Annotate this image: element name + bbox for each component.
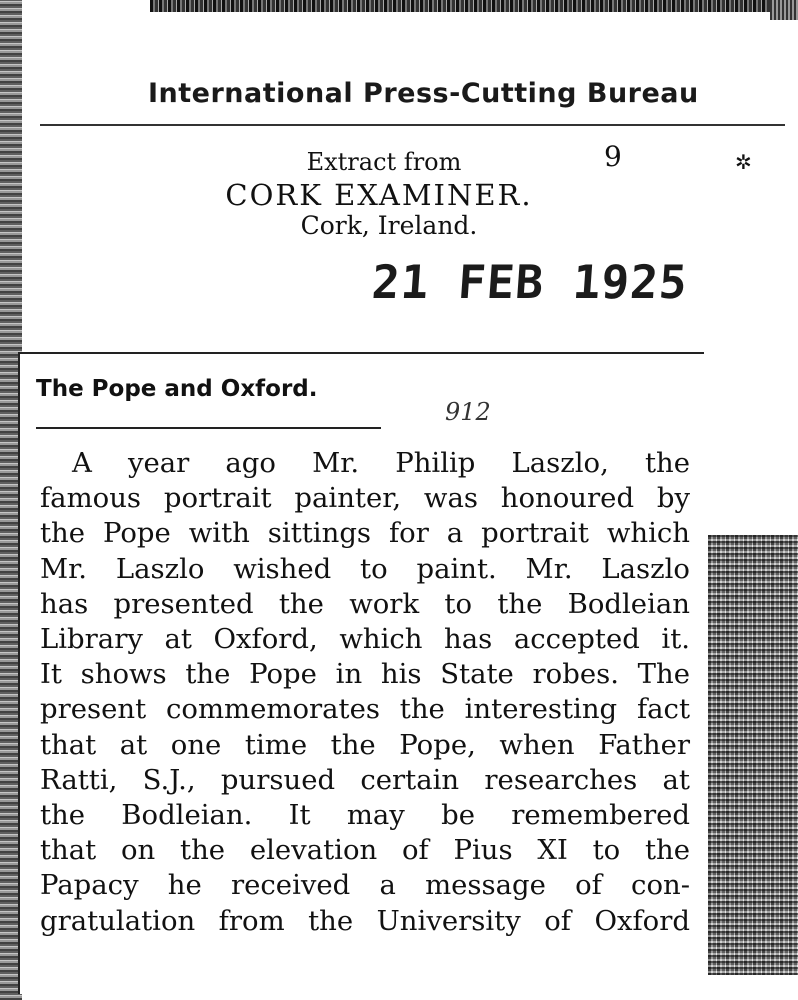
article-line: that at one time the Pope, when Father [40, 728, 690, 761]
article-clipping [18, 352, 704, 994]
article-line: A year ago Mr. Philip Laszlo, the [72, 447, 690, 479]
article-line: Papacy he received a message of con- [40, 869, 690, 902]
article-line: gratulation from the University of Oxford [40, 904, 690, 937]
date-stamp: 21 FEB 1925 [370, 255, 690, 309]
headline-rule [36, 427, 381, 429]
adjacent-clipping-fragment [708, 535, 798, 975]
article-line: present commemorates the interesting fact [40, 693, 690, 726]
margin-number-mark: 9 [604, 140, 622, 173]
article-line: It shows the Pope in his State robes. The [40, 658, 690, 691]
article-line: Library at Oxford, which has accepted it. [40, 623, 690, 656]
newspaper-name: CORK EXAMINER. [225, 178, 533, 212]
article-line: Ratti, S.J., pursued certain researches at [40, 763, 690, 796]
scan-edge-right-top [770, 0, 798, 20]
article-line: Mr. Laszlo wished to paint. Mr. Laszlo [40, 552, 690, 585]
article-line: that on the elevation of Pius XI to the [40, 834, 690, 867]
article-line: famous portrait painter, was honoured by [40, 482, 690, 515]
article-body [40, 446, 690, 939]
ink-blot-icon: ✲ [735, 150, 752, 174]
article-line: the Pope with sittings for a portrait which [40, 517, 690, 550]
article-line: the Bodleian. It may be remembered [40, 799, 690, 832]
article-line: has presented the work to the Bodleian [40, 587, 690, 620]
header-rule [40, 124, 785, 126]
extract-from-label: Extract from [306, 148, 462, 176]
bureau-name: International Press-Cutting Bureau [148, 78, 699, 109]
newspaper-location: Cork, Ireland. [300, 211, 478, 240]
handwritten-note: 912 [445, 398, 491, 426]
article-headline: The Pope and Oxford. [36, 376, 318, 402]
scan-edge-top [150, 0, 798, 12]
